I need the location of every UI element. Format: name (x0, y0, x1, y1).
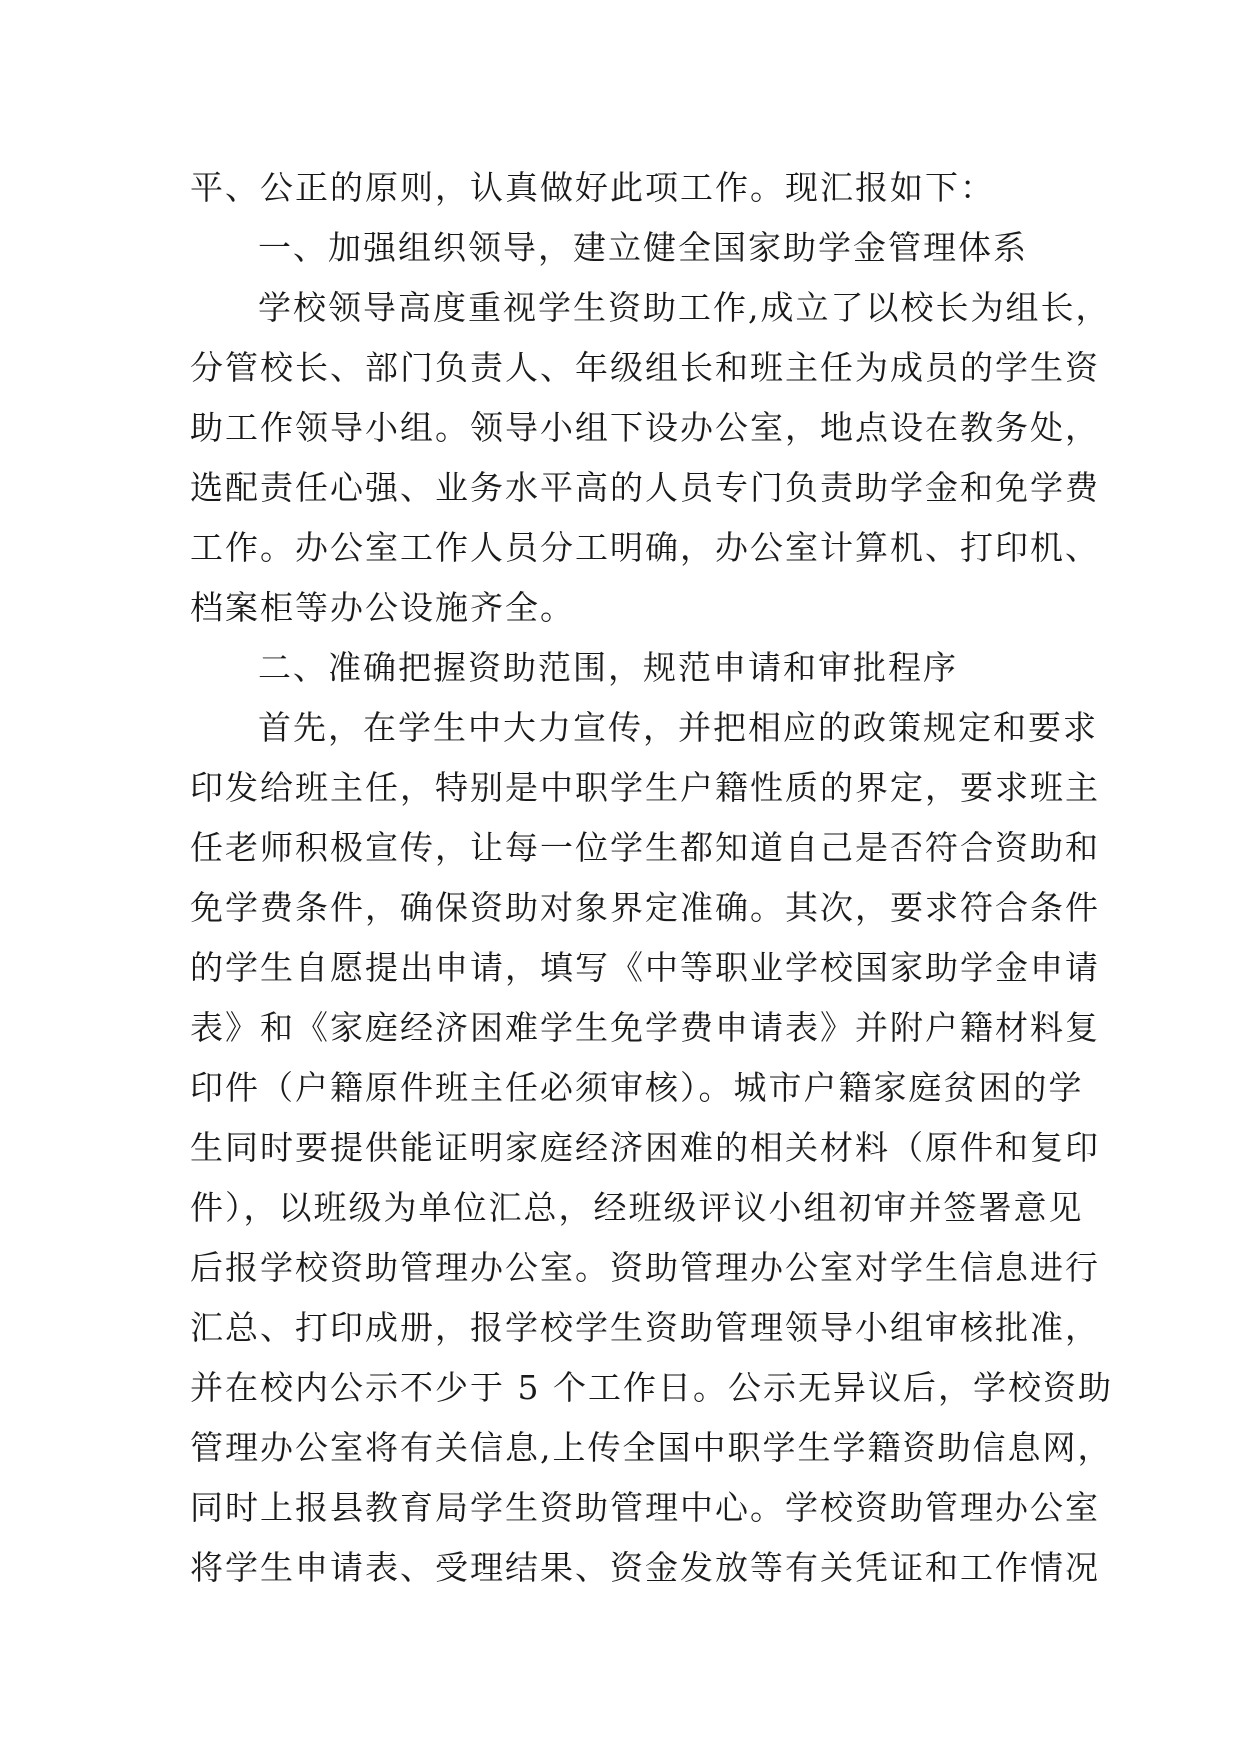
text-line: 将学生申请表、受理结果、资金发放等有关凭证和工作情况 (190, 1548, 1100, 1587)
text-line: 印件（户籍原件班主任必须审核）。城市户籍家庭贫困的学 (190, 1068, 1084, 1107)
text-line: 工作。办公室工作人员分工明确，办公室计算机、打印机、 (190, 528, 1100, 567)
section-heading: 二、准确把握资助范围，规范申请和审批程序 (258, 648, 958, 687)
text-line: 学校领导高度重视学生资助工作,成立了以校长为组长， (258, 288, 1111, 327)
text-line: 任老师积极宣传，让每一位学生都知道自己是否符合资助和 (190, 828, 1100, 867)
text-line: 印发给班主任，特别是中职学生户籍性质的界定，要求班主 (190, 768, 1100, 807)
text-line: 汇总、打印成册，报学校学生资助管理领导小组审核批准， (190, 1308, 1100, 1347)
text-line: 平、公正的原则，认真做好此项工作。现汇报如下： (190, 168, 995, 207)
text-line: 管理办公室将有关信息,上传全国中职学生学籍资助信息网， (190, 1428, 1113, 1467)
text-line: 档案柜等办公设施齐全。 (190, 588, 575, 627)
text-line: 的学生自愿提出申请，填写《中等职业学校国家助学金申请 (190, 948, 1100, 987)
text-line: 同时上报县教育局学生资助管理中心。学校资助管理办公室 (190, 1488, 1100, 1527)
text-line: 首先，在学生中大力宣传，并把相应的政策规定和要求 (258, 708, 1098, 747)
text-line: 选配责任心强、业务水平高的人员专门负责助学金和免学费 (190, 468, 1100, 507)
text-line: 并在校内公示不少于 5 个工作日。公示无异议后，学校资助 (190, 1368, 1113, 1407)
section-heading: 一、加强组织领导，建立健全国家助学金管理体系 (258, 228, 1028, 267)
text-line: 生同时要提供能证明家庭经济困难的相关材料（原件和复印 (190, 1128, 1100, 1167)
text-line: 后报学校资助管理办公室。资助管理办公室对学生信息进行 (190, 1248, 1100, 1287)
text-line: 件），以班级为单位汇总，经班级评议小组初审并签署意见 (190, 1188, 1084, 1227)
text-line: 表》和《家庭经济困难学生免学费申请表》并附户籍材料复 (190, 1008, 1100, 1047)
text-line: 免学费条件，确保资助对象界定准确。其次，要求符合条件 (190, 888, 1100, 927)
text-line: 助工作领导小组。领导小组下设办公室，地点设在教务处， (190, 408, 1100, 447)
document-body (190, 158, 1113, 1598)
text-line: 分管校长、部门负责人、年级组长和班主任为成员的学生资 (190, 348, 1100, 387)
